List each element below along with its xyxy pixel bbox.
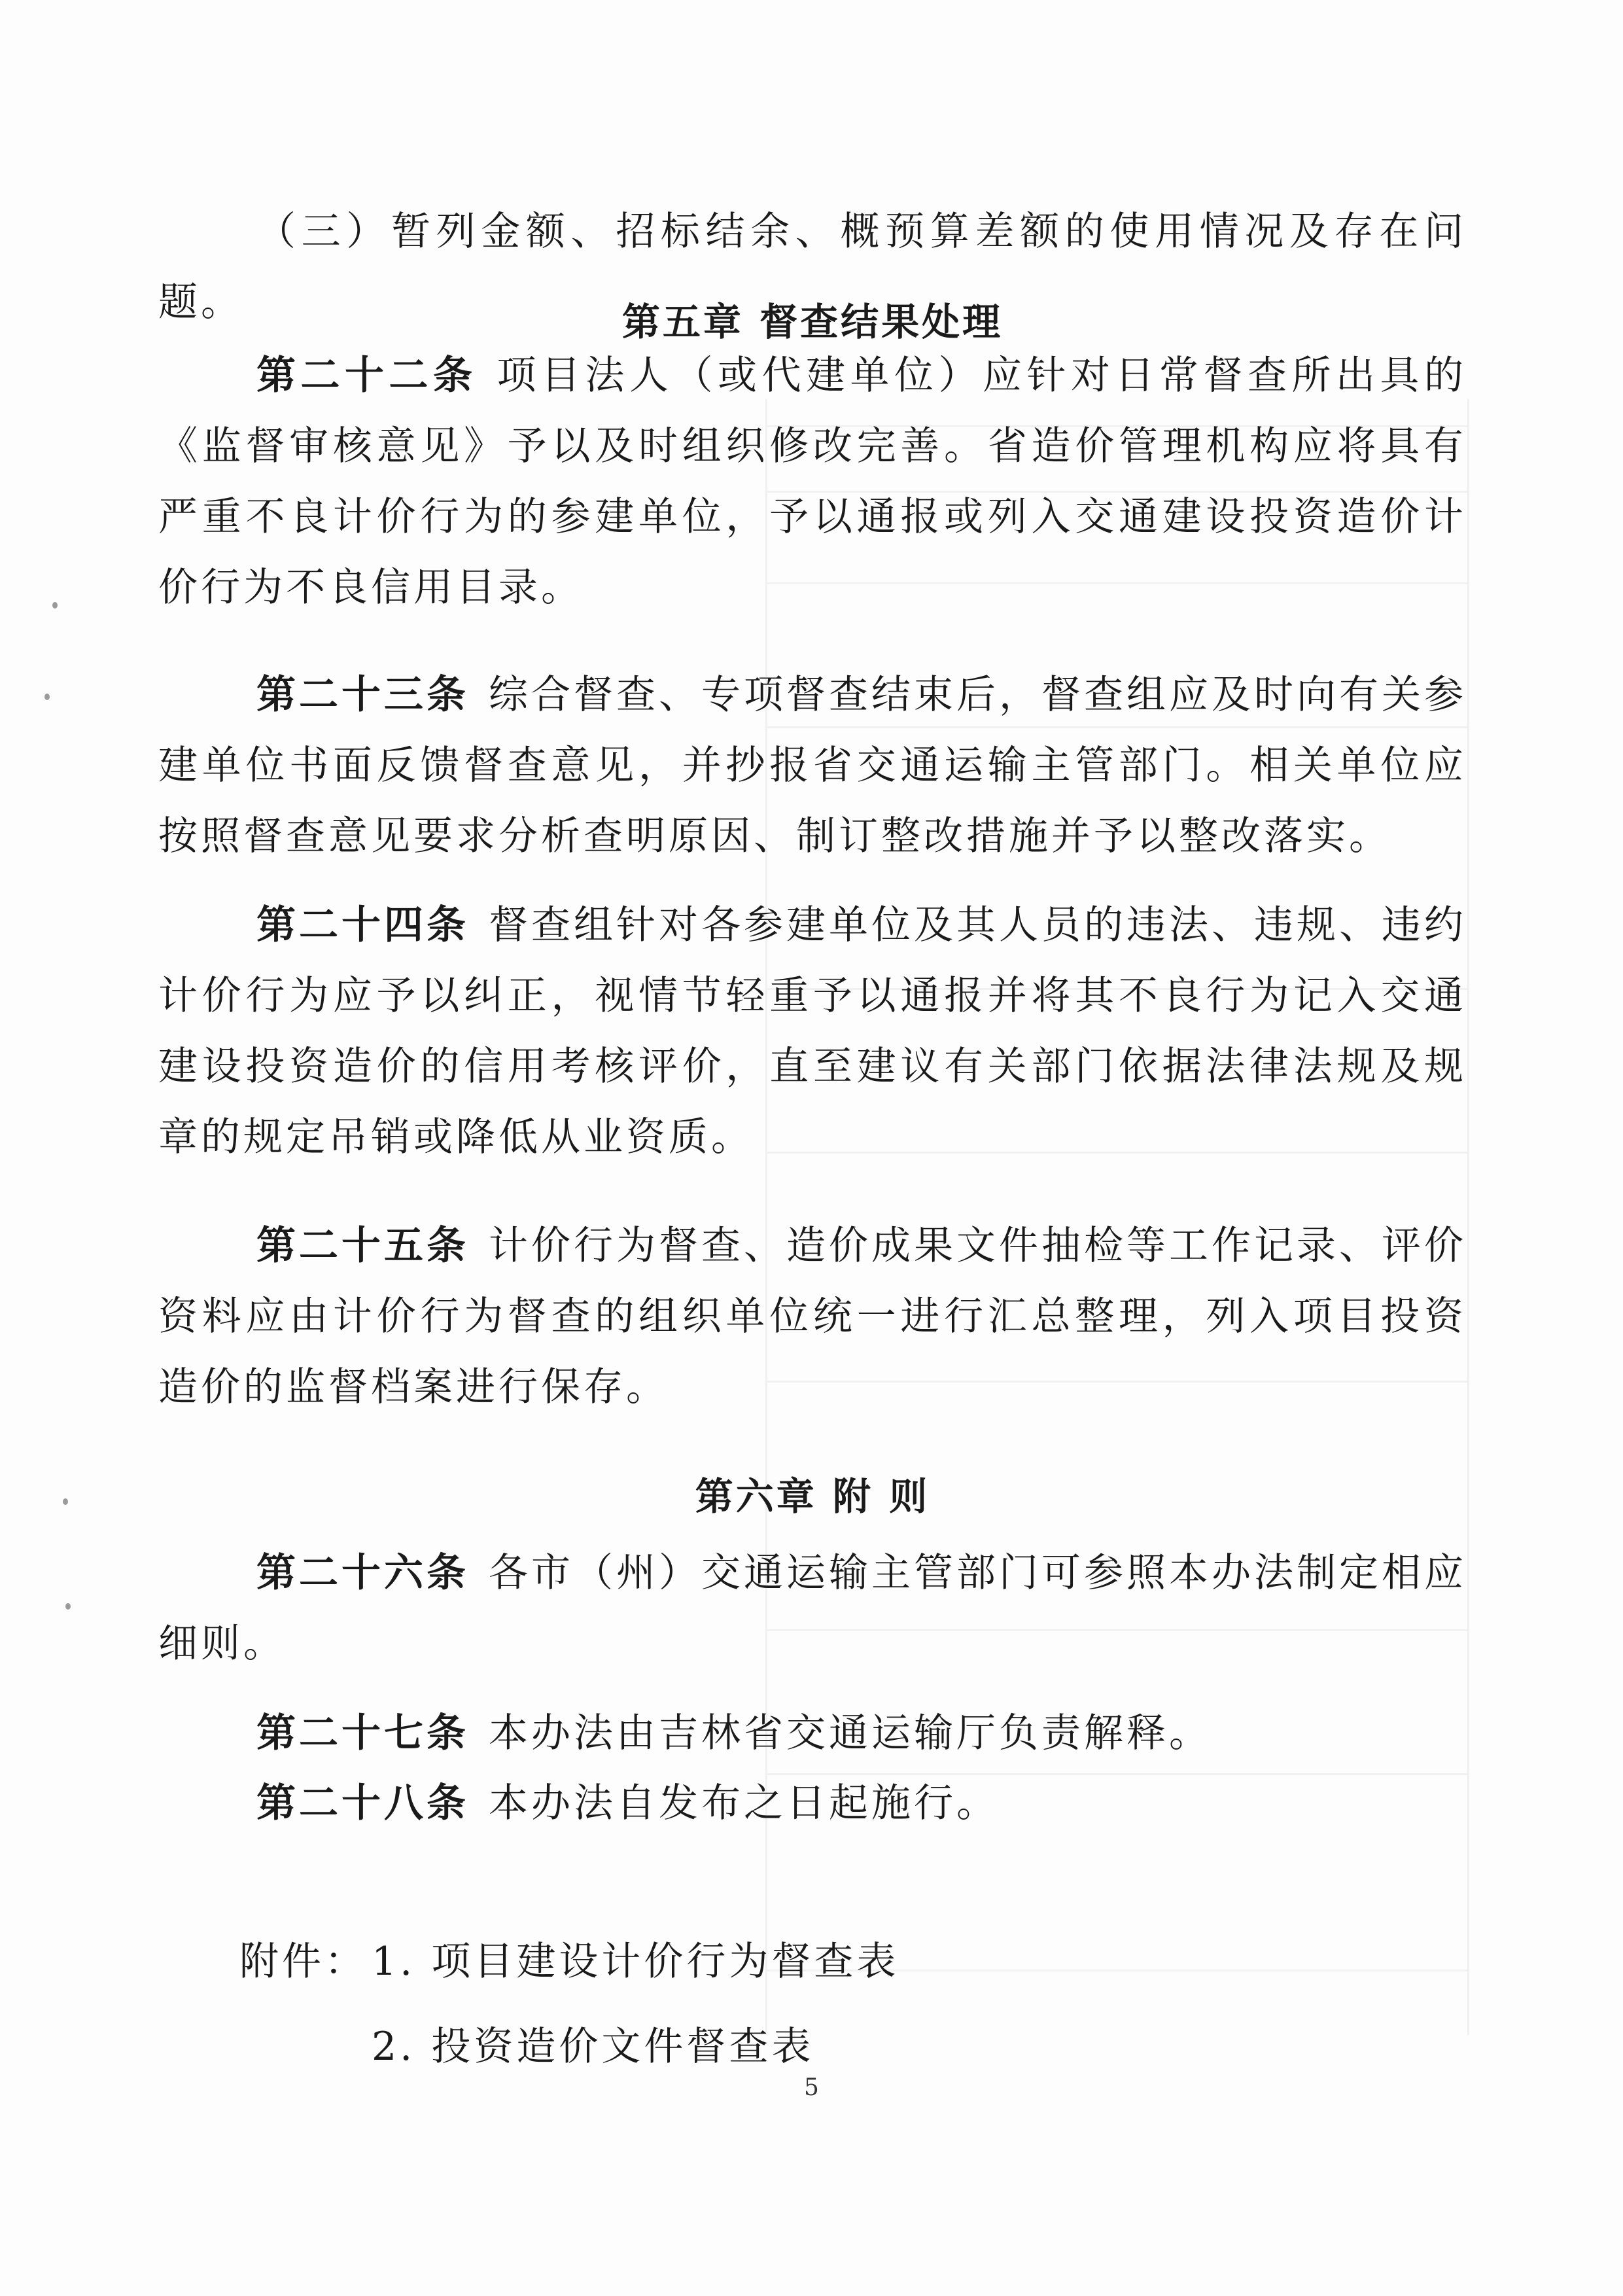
intro-item-text: （三）暂列金额、招标结余、概预算差额的使用情况及存在问题。: [158, 209, 1467, 325]
attachments-prefix: 附件：: [239, 1939, 367, 1985]
chapter-5-title: 第五章 督查结果处理: [621, 300, 1003, 344]
scan-speck: [63, 1498, 68, 1505]
article-23-label: 第二十三条: [256, 672, 469, 718]
article-28: [158, 1768, 1467, 1839]
article-25: [158, 1210, 1467, 1422]
article-22-text: 项目法人（或代建单位）应针对日常督查所出具的《监督审核意见》予以及时组织修改完善。省造价管理机构应将具有严重不良计价行为的参建单位，予以通报或列入交通建设投资造价计价行为不良信用目录。: [158, 353, 1467, 610]
article-24-text: 督查组针对各参建单位及其人员的违法、违规、违约计价行为应予以纠正，视情节轻重予以通报并将其不良行为记入交通建设投资造价的信用考核评价，直至建议有关部门依据法律法规及规章的规定吊销或降低从业资质。: [158, 902, 1467, 1160]
article-25-label: 第二十五条: [256, 1223, 469, 1269]
attachment-item-2: 2. 投资造价文件督查表: [372, 2024, 814, 2070]
article-25-text: 计价行为督查、造价成果文件抽检等工作记录、评价资料应由计价行为督查的组织单位统一进行汇总整理，列入项目投资造价的监督档案进行保存。: [158, 1223, 1467, 1410]
article-23: [158, 660, 1467, 872]
article-26-label: 第二十六条: [256, 1550, 469, 1596]
article-28-text: 本办法自发布之日起施行。: [489, 1780, 999, 1826]
article-26: [158, 1538, 1467, 1679]
chapter-6-title: 第六章 附 则: [695, 1474, 930, 1519]
article-23-text: 综合督查、专项督查结束后，督查组应及时向有关参建单位书面反馈督查意见，并抄报省交通运输主管部门。相关单位应按照督查意见要求分析查明原因、制订整改措施并予以整改落实。: [158, 672, 1467, 859]
article-24: [158, 890, 1467, 1173]
scan-speck: [44, 694, 50, 700]
article-27-label: 第二十七条: [256, 1710, 469, 1756]
article-26-text: 各市（州）交通运输主管部门可参照本办法制定相应细则。: [158, 1550, 1467, 1667]
attachment-item-1: 1. 项目建设计价行为督查表: [372, 1939, 899, 1985]
page-number: 5: [804, 2074, 819, 2101]
article-22: [158, 340, 1467, 623]
article-28-label: 第二十八条: [256, 1780, 469, 1826]
article-24-label: 第二十四条: [256, 902, 469, 948]
scan-speck: [65, 1603, 71, 1610]
scan-speck: [52, 602, 58, 609]
article-27-text: 本办法由吉林省交通运输厅负责解释。: [489, 1710, 1212, 1756]
article-27: [158, 1698, 1467, 1769]
article-22-label: 第二十二条: [256, 353, 478, 398]
